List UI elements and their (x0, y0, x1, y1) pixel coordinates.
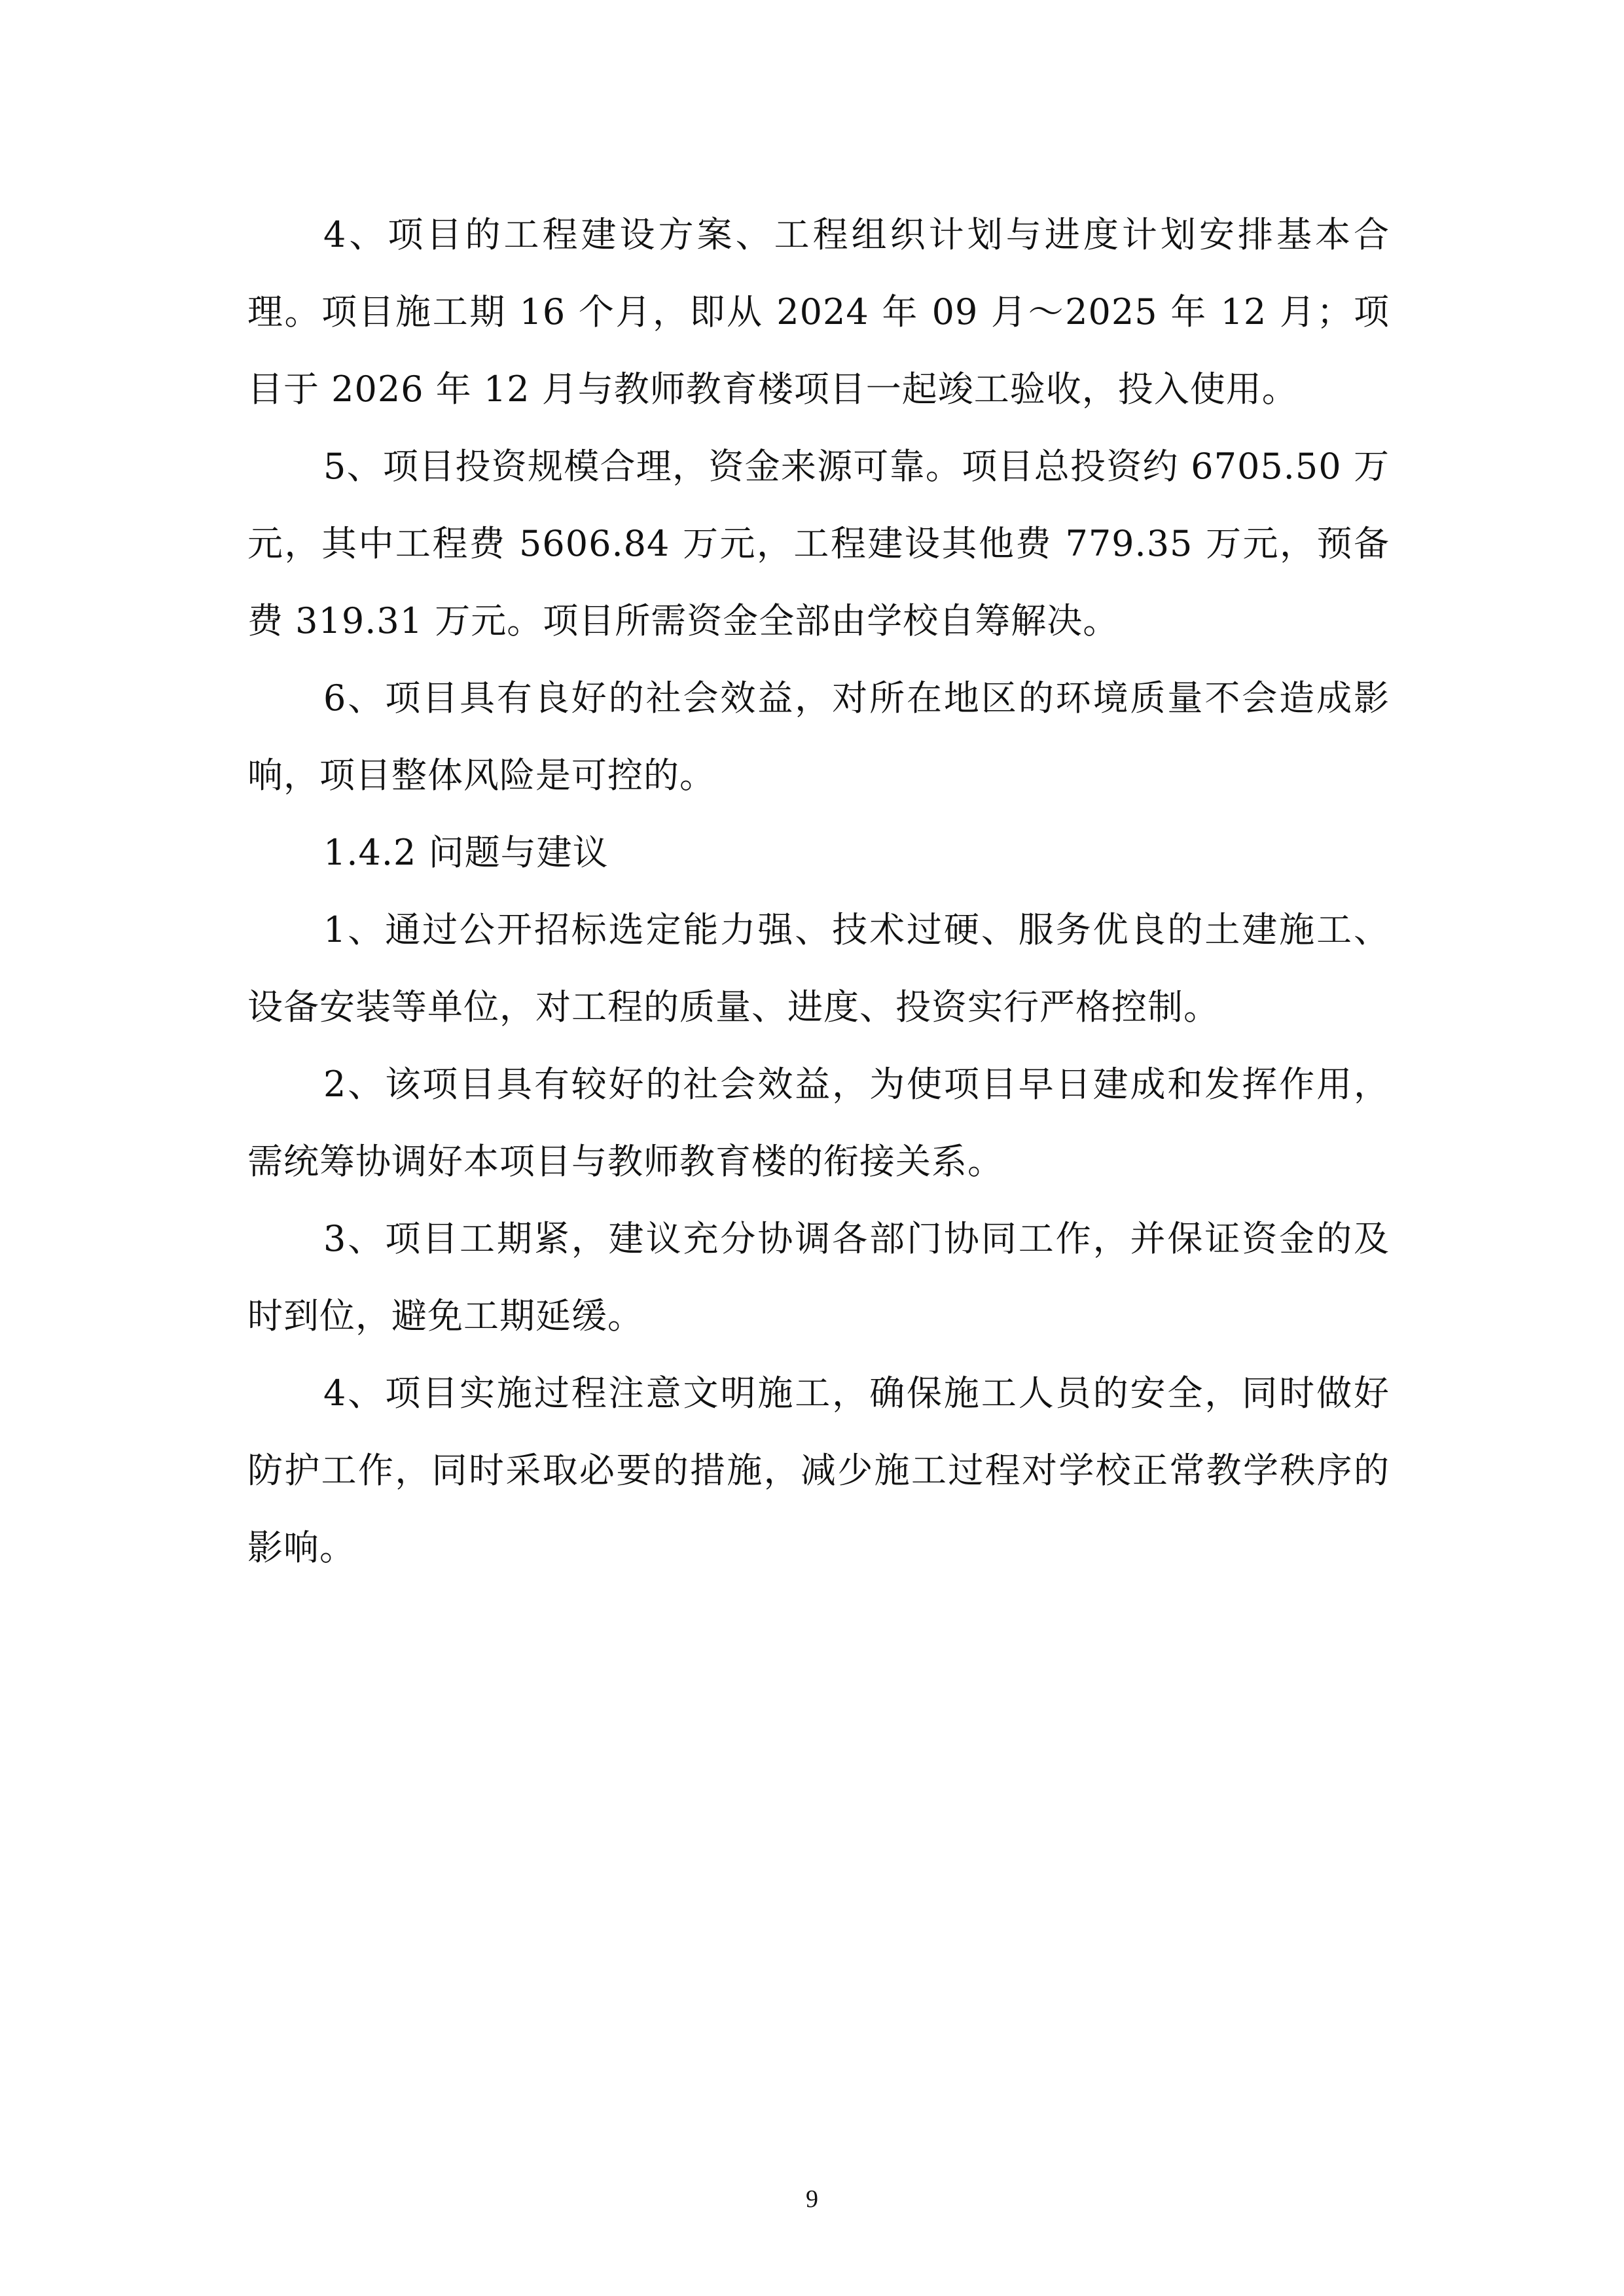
conclusion-item-6: 6、项目具有良好的社会效益，对所在地区的环境质量不会造成影响，项目整体风险是可控的。 (247, 677, 1390, 796)
page-number: 9 (806, 2185, 818, 2213)
suggestion-item-4: 4、项目实施过程注意文明施工，确保施工人员的安全，同时做好防护工作，同时采取必要的措施，减少施工过程对学校正常教学秩序的影响。 (247, 1372, 1390, 1568)
suggestion-item-1: 1、通过公开招标选定能力强、技术过硬、服务优良的土建施工、设备安装等单位，对工程的质量、进度、投资实行严格控制。 (247, 909, 1390, 1028)
section-heading: 1.4.2 问题与建议 (323, 832, 609, 873)
suggestion-item-2: 2、该项目具有较好的社会效益，为使项目早日建成和发挥作用，需统筹协调好本项目与教师教育楼的衔接关系。 (247, 1064, 1390, 1182)
page-body (247, 196, 1390, 1587)
conclusion-item-5: 5、项目投资规模合理，资金来源可靠。项目总投资约 6705.50 万元，其中工程费 5606.84 万元，工程建设其他费 779.35 万元，预备费 319.31 万元。项目所需资金全部由学校自筹解决。 (247, 446, 1390, 641)
suggestion-item-3: 3、项目工期紧，建议充分协调各部门协同工作，并保证资金的及时到位，避免工期延缓。 (247, 1218, 1390, 1336)
conclusion-item-4: 4、项目的工程建设方案、工程组织计划与进度计划安排基本合理。项目施工期 16 个月，即从 2024 年 09 月～2025 年 12 月；项目于 2026 年 12 月与教师教育楼项目一起竣工验收，投入使用。 (247, 214, 1390, 410)
